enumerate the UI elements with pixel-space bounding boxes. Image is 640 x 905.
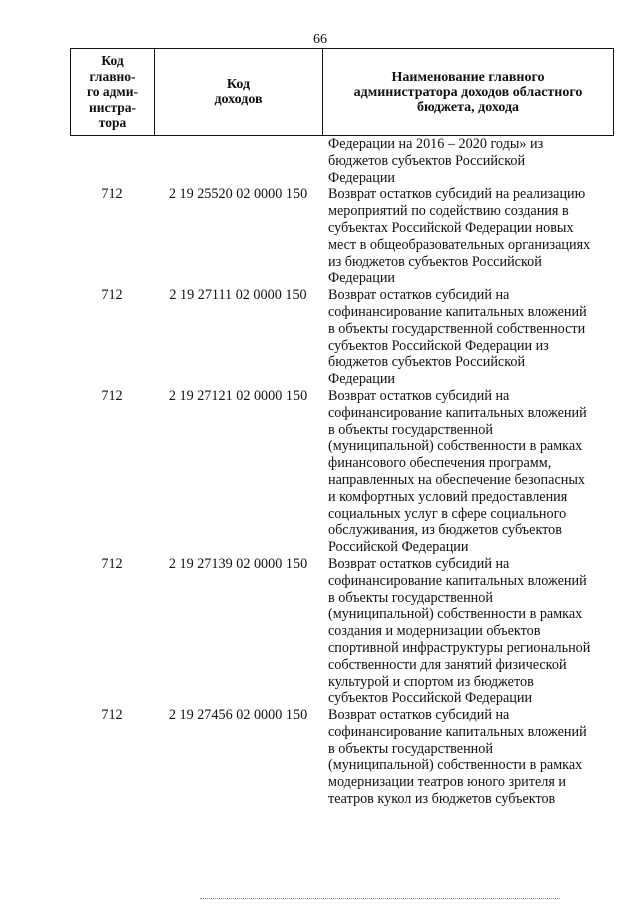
table-row [70,388,614,556]
admin-code-cell: 712 [101,387,123,404]
income-code-cell: 2 19 25520 02 0000 150 [168,186,308,203]
name-cell: Федерации на 2016 – 2020 годы» из бюджетов субъектов Российской Федерации [328,136,544,186]
header-name: Наименование главного администратора доходов областного бюджета, дохода [353,69,583,115]
table-row [70,136,614,186]
income-code-cell: 2 19 27456 02 0000 150 [168,707,308,724]
admin-code-cell: 712 [101,555,123,572]
name-cell: Возврат остатков субсидий на софинансирование капитальных вложений в объекты государственной (муниципальной) собственности в рамках создания и модернизации объектов спортивной инфраструктуры региональной собственности для занятий физической культурой и спортом из бюджетов субъектов Российской Федерации [328,555,591,707]
table-row [70,707,614,808]
income-code-cell: 2 19 27111 02 0000 150 [169,287,307,304]
name-cell: Возврат остатков субсидий на софинансирование капитальных вложений в объекты государственной собственности субъектов Российской Федерации из бюджетов субъектов Российской Федерации [328,287,587,388]
income-code-cell: 2 19 27139 02 0000 150 [168,555,308,572]
admin-code-cell: 712 [101,287,123,304]
admin-code-cell: 712 [101,707,123,724]
name-cell: Возврат остатков субсидий на реализацию мероприятий по содействию создания в субъектах Российской Федерации новых мест в общеобразовательных организациях из бюджетов субъектов Российской Федерации [328,186,591,287]
table-body [70,136,614,808]
income-code-cell [154,136,322,186]
header-admin-code: Код главно- го адми- нистра- тора [71,49,155,135]
admin-code-cell [70,136,154,186]
table-header [70,48,614,136]
income-code-cell: 2 19 27121 02 0000 150 [168,387,308,404]
table-row [70,186,614,287]
name-cell: Возврат остатков субсидий на софинансирование капитальных вложений в объекты государственной (муниципальной) собственности в рамках модернизации театров юного зрителя и театров кукол из бюджетов субъектов [328,707,587,808]
page-number: 66 [313,32,327,47]
admin-code-cell: 712 [101,186,123,203]
scan-edge-divider [200,898,560,901]
header-income-code: Код доходов [155,49,323,135]
table-row [70,287,614,388]
name-cell: Возврат остатков субсидий на софинансирование капитальных вложений в объекты государственной (муниципальной) собственности в рамках финансового обеспечения программ, направленных на обеспечение безопасных и комфортных условий предоставления социальных услуг в сфере социального обслуживания, из бюджетов субъектов Российской Федерации [328,387,587,556]
table-row [70,556,614,707]
